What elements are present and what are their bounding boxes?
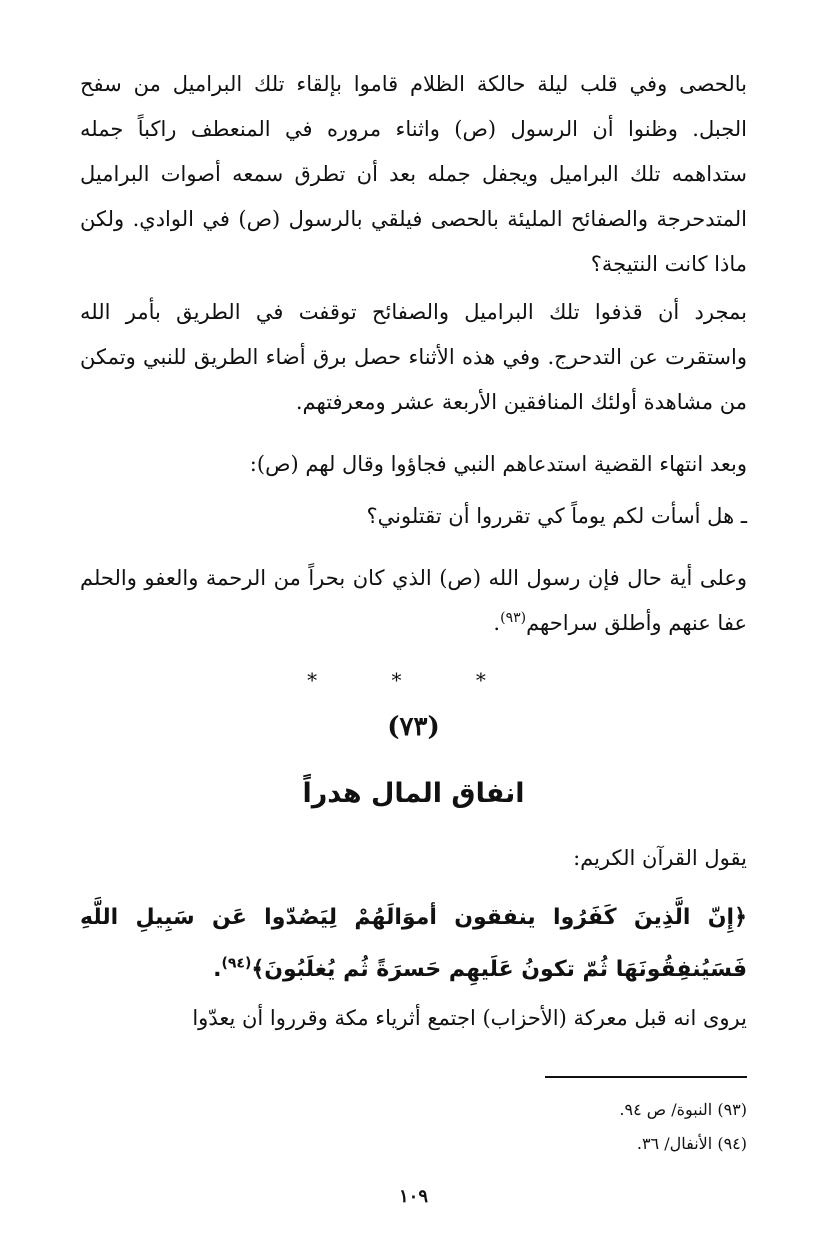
quran-verse-text: ﴿إِنّ الَّذِينَ كَفَرُوا ينفقون أموَالَهُمْ لِيَصُدّوا عَن سَبِيلِ اللَّهِ فَسَيُنفِقُونَهَا ثُمّ تكونُ عَلَيهِم حَسرَةً ثُم يُغلَبُونَ﴾	[80, 905, 747, 982]
quran-verse-end: .	[213, 957, 222, 982]
paragraph-5-end: .	[493, 611, 501, 635]
footnote-ref-93: (٩٣)	[500, 610, 527, 626]
paragraph-6: يروى انه قبل معركة (الأحزاب) اجتمع أثرياء مكة وقرروا أن يعدّوا	[192, 1006, 747, 1030]
paragraph-4-question: ـ هل أسأت لكم يوماً كي تقرروا أن تقتلوني؟	[366, 504, 747, 528]
footnote-94: (٩٤) الأنفال/ ٣٦.	[636, 1134, 747, 1153]
chapter-number: (٧٣)	[387, 712, 440, 742]
section-separator: * * *	[307, 668, 520, 692]
paragraph-1: بالحصى وفي قلب ليلة حالكة الظلام قاموا بإلقاء تلك البراميل من سفح الجبل. وظنوا أن الرسول (ص) واثناء مروره في المنعطف راكباً جمله ستداهمه تلك البراميل ويجفل جمله بعد أن تطرق سمعه أصوات البراميل المتدحرجة والصفائح المليئة بالحصى فيلقي بالرسول (ص) في الوادي. ولكن ماذا كانت النتيجة؟	[80, 72, 747, 276]
quran-verse	[80, 892, 747, 996]
chapter-title: انفاق المال هدراً	[302, 778, 525, 809]
paragraph-5	[80, 556, 747, 646]
footnote-93: (٩٣) النبوة/ ص ٩٤.	[619, 1100, 747, 1119]
paragraph-5-text: وعلى أية حال فإن رسول الله (ص) الذي كان بحراً من الرحمة والعفو والحلم عفا عنهم وأطلق سراحهم	[80, 566, 747, 635]
paragraph-2: بمجرد أن قذفوا تلك البراميل والصفائح توقفت في الطريق بأمر الله واستقرت عن التدحرج. وفي هذه الأثناء حصل برق أضاء الطريق للنبي وتمكن من مشاهدة أولئك المنافقين الأربعة عشر ومعرفتهم.	[80, 300, 747, 414]
footnote-divider	[545, 1076, 747, 1078]
page-number: ١٠٩	[398, 1186, 428, 1207]
quran-intro: يقول القرآن الكريم:	[573, 846, 747, 870]
footnote-ref-94: (٩٤)	[221, 955, 252, 972]
paragraph-3: وبعد انتهاء القضية استدعاهم النبي فجاؤوا وقال لهم (ص):	[249, 452, 747, 476]
